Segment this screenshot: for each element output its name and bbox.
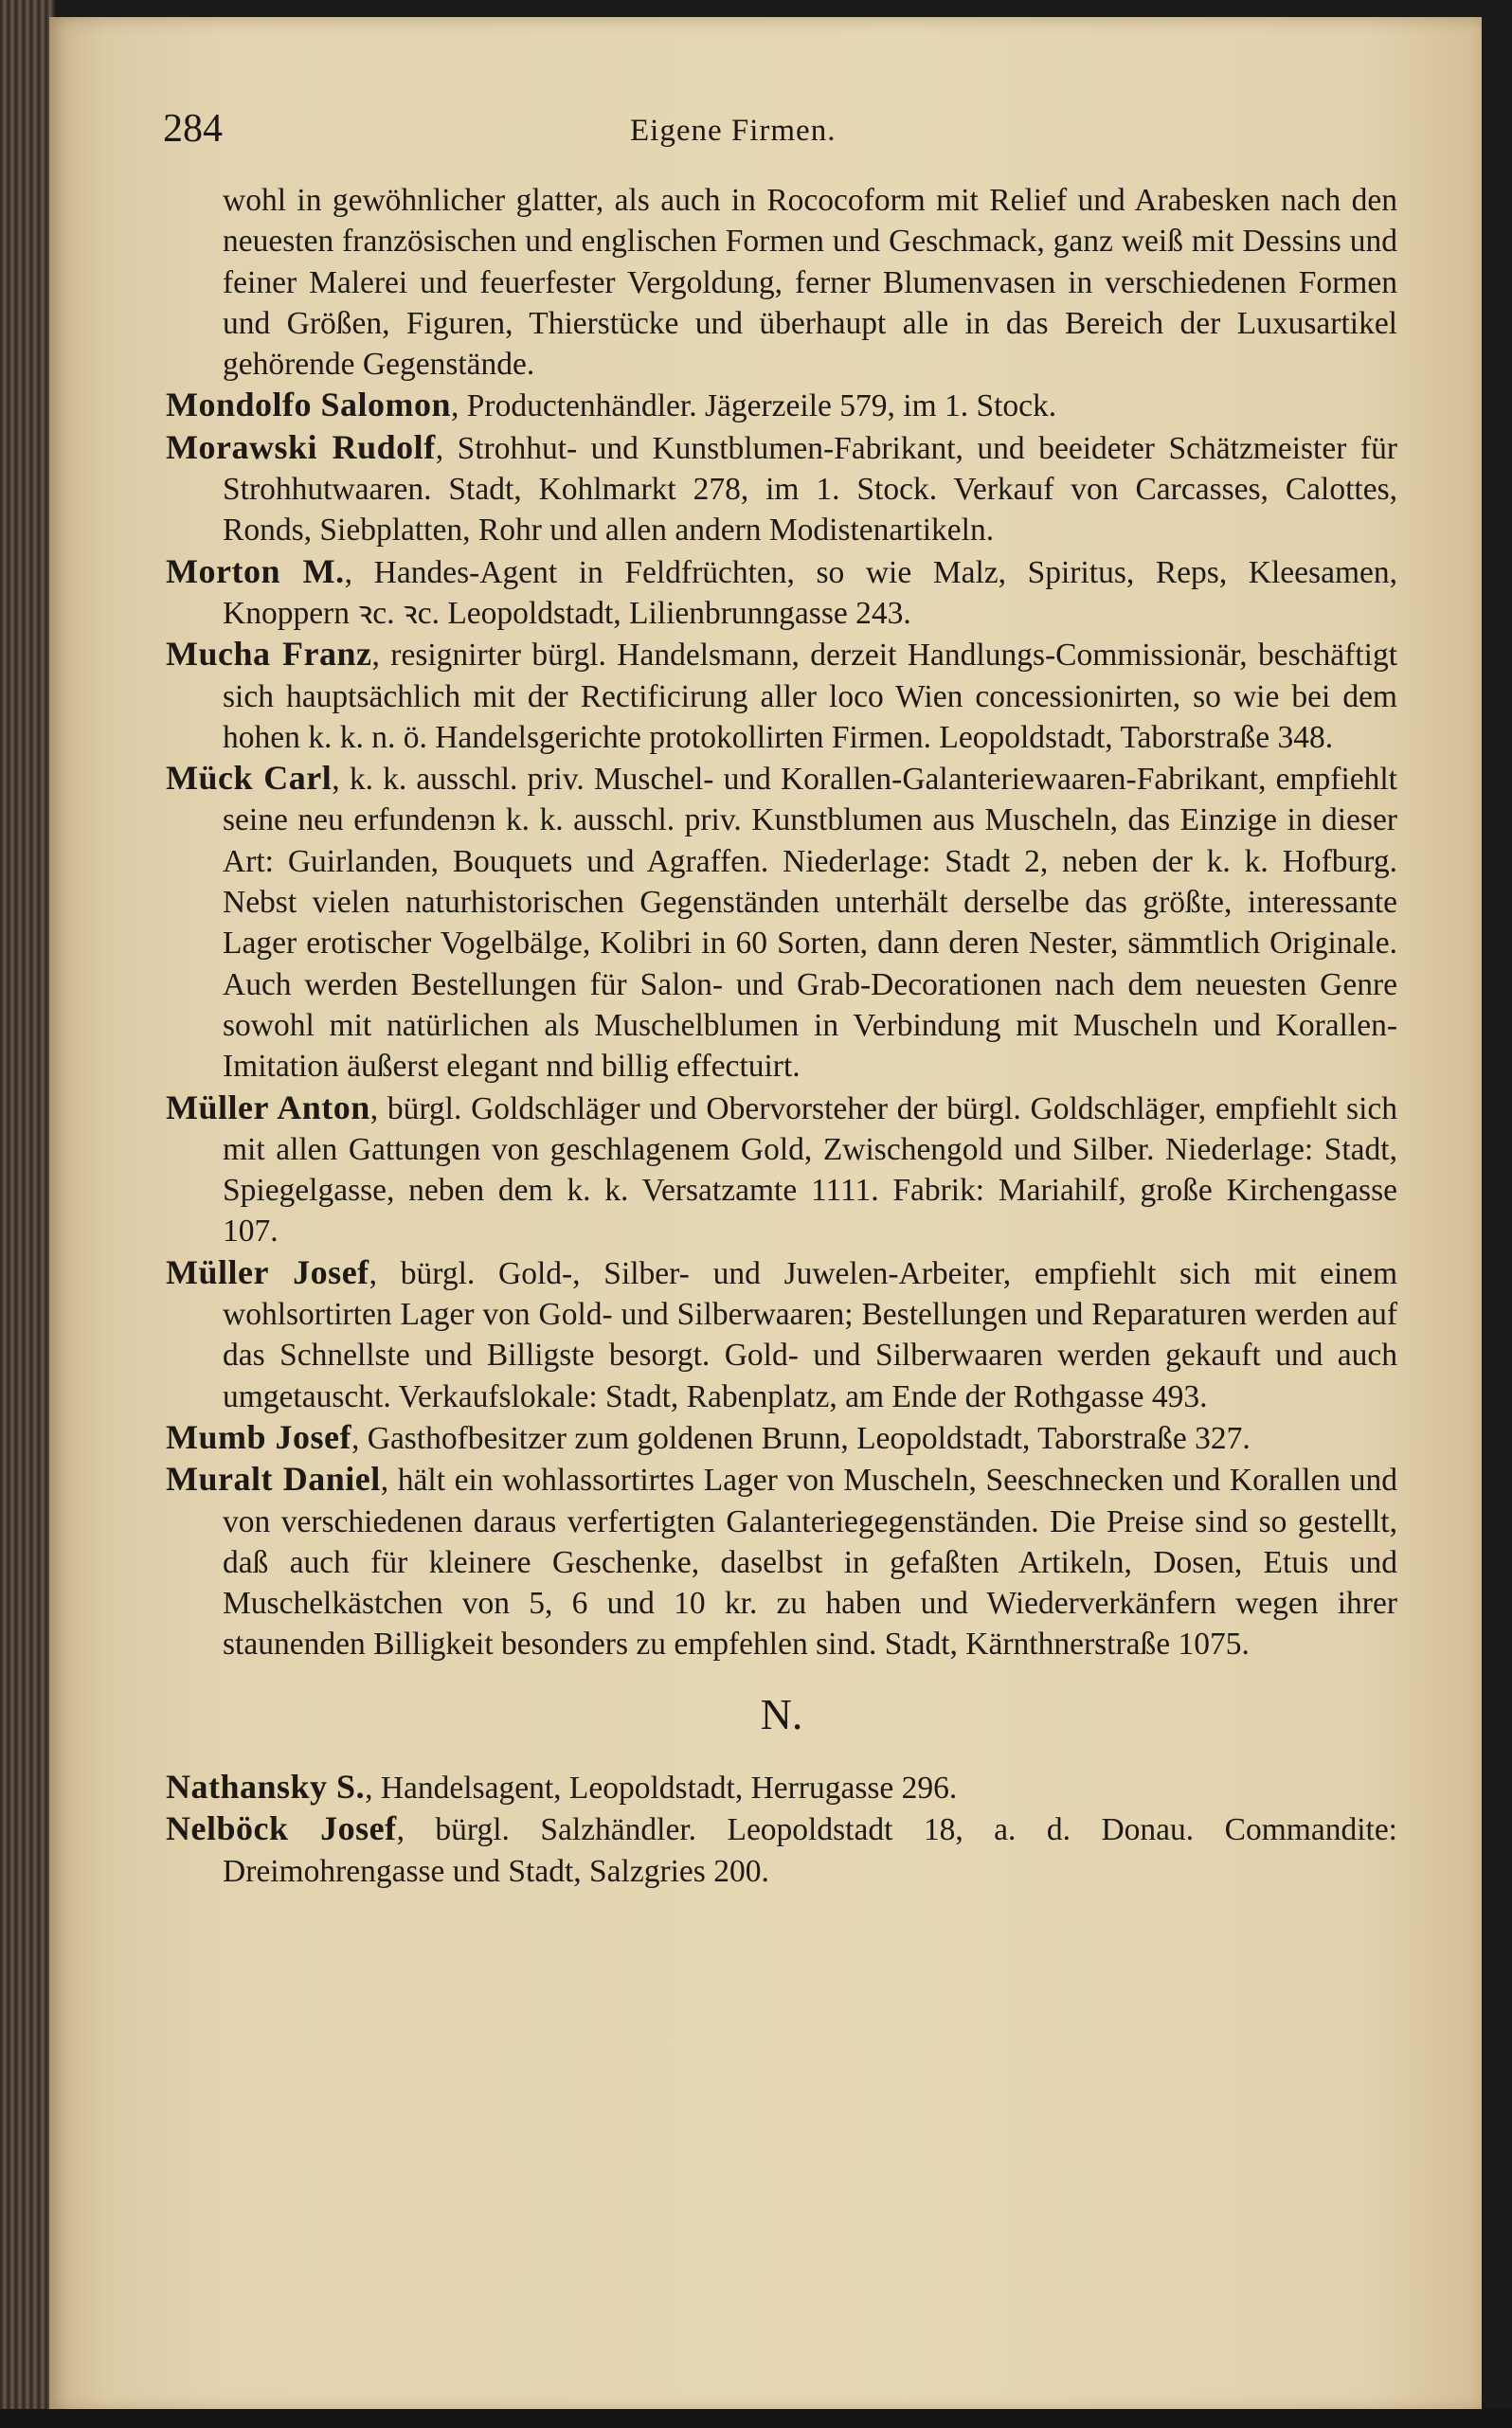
entry-mueller-anton (166, 1088, 1397, 1252)
entry-name: Müller Anton (166, 1088, 370, 1126)
entry-name: Mondolfo Salomon (166, 386, 452, 424)
entry-text: , Productenhändler. Jägerzeile 579, im 1. Stock. (451, 388, 1057, 424)
entry-name: Mumb Josef (166, 1417, 351, 1456)
entry-morton (166, 551, 1397, 635)
entry-text: , resignirter bürgl. Handelsmann, derzeit Handlungs-Commissionär, beschäftigt sich hauptsächlich mit der Rectificirung aller loco Wien concessionirten, so wie bei dem hohen k. k. n. ö. Handelsgerichte protokollirten Firmen. Leopoldstadt, Taborstraße 348. (223, 638, 1397, 755)
entry-text: , bürgl. Goldschläger und Obervorsteher der bürgl. Goldschläger, empfiehlt sich mit allen Gattungen von geschlagenem Gold, Zwischengold und Silber. Niederlage: Stadt, Spiegelgasse, neben dem k. k. Versatzamte 1111. Fabrik: Mariahilf, große Kirchengasse 107. (223, 1090, 1398, 1250)
entry-nelboeck (166, 1808, 1397, 1892)
entry-mondolfo (166, 385, 1397, 426)
page-number: 284 (163, 107, 223, 151)
entry-name: Nathansky S. (166, 1767, 366, 1806)
entry-name: Mück Carl (166, 759, 333, 798)
running-title: Eigene Firmen. (630, 114, 837, 148)
entry-name: Muralt Daniel (166, 1460, 381, 1499)
entry-muralt (166, 1459, 1397, 1664)
entry-text: , Gasthofbesitzer zum goldenen Brunn, Leopoldstadt, Taborstraße 327. (351, 1420, 1251, 1456)
entry-morawski (166, 427, 1397, 551)
entry-text: , bürgl. Gold-, Silber- und Juwelen-Arbeiter, empfiehlt sich mit einem wohlsortirten Lager von Gold- und Silberwaaren; Bestellungen und Reparaturen werden auf das Schnellste und Billigste besorgt. Gold- und Silberwaaren werden gekauft und auch umgetauscht. Verkaufslokale: Stadt, Rabenplatz, am Ende der Rothgasse 493. (223, 1255, 1397, 1414)
entry-name: Mucha Franz (166, 635, 372, 674)
entry-mumb (166, 1417, 1397, 1459)
book-page-edges (0, 0, 55, 2428)
entry-text: , k. k. ausschl. priv. Muschel- und Korallen-Galanteriewaaren-Fabrikant, empfiehlt seine neu erfundenэn k. k. ausschl. priv. Kunstblumen aus Muscheln, das Einzige in dieser Art: Guirlanden, Bouquets und Agraffen. Niederlage: Stadt 2, neben der k. k. Hofburg. Nebst vielen naturhistorischen Gegenständen unterhält derselbe das größte, interessante Lager erotischer Vogelbälge, Kolibri in 60 Sorten, dann deren Nester, sämmtlich Originale. Auch werden Bestellungen für Salon- und Grab-Decorationen nach dem neuesten Genre sowohl mit natürlichen als Muschelblumen in Verbindung mit Muscheln und Korallen-Imitation äußerst elegant nnd billig effectuirt. (223, 762, 1397, 1085)
entry-mucha (166, 634, 1397, 758)
page-content (166, 180, 1397, 1892)
entry-nathansky (166, 1767, 1397, 1808)
entry-text: , hält ein wohlassortirtes Lager von Muscheln, Seeschnecken und Korallen und von verschiedenen daraus verfertigten Galanteriegegenständen. Die Preise sind so gestellt, daß auch für kleinere Geschenke, daselbst in gefaßten Artikeln, Dosen, Etuis und Muschelkästchen von 5, 6 und 10 kr. zu haben und Wiederverkänfern wegen ihrer staunenden Billigkeit besonders zu empfehlen sind. Stadt, Kärnthnerstraße 1075. (223, 1463, 1397, 1663)
entry-text: , Strohhut- und Kunstblumen-Fabrikant, und beeideter Schätzmeister für Strohhutwaaren. Stadt, Kohlmarkt 278, im 1. Stock. Verkauf von Carcasses, Calottes, Ronds, Siebplatten, Rohr und allen andern Modistenartikeln. (223, 430, 1397, 549)
entry-text: , bürgl. Salzhändler. Leopoldstadt 18, a. d. Donau. Commandite: Dreimohrengasse und Stadt, Salzgries 200. (223, 1812, 1397, 1889)
continuation-paragraph: wohl in gewöhnlicher glatter, als auch in Rococoform mit Relief und Arabesken nach den neuesten französischen und englischen Formen und Geschmack, ganz weiß mit Dessins und feiner Malerei und feuerfester Vergoldung, ferner Blumenvasen in verschiedenen Formen und Größen, Figuren, Thierstücke und überhaupt alle in das Bereich der Luxusartikel gehörende Gegenstände. (223, 183, 1397, 383)
section-heading-letter: N. (760, 1689, 803, 1738)
entry-mueller-josef (166, 1252, 1397, 1417)
entry-text: , Handes-Agent in Feldfrüchten, so wie Malz, Spiritus, Reps, Kleesamen, Knoppern ꝛc. ꝛc. Leopoldstadt, Lilienbrunngasse 243. (223, 554, 1397, 631)
entry-mueck (166, 758, 1397, 1087)
page-header (109, 106, 1397, 163)
scan-bottom-edge (0, 2409, 1512, 2428)
entry-name: Morton M. (166, 551, 345, 590)
entry-name: Morawski Rudolf (166, 427, 436, 466)
entry-text: , Handelsagent, Leopoldstadt, Herrugasse 296. (365, 1770, 958, 1806)
entry-name: Müller Josef (166, 1252, 369, 1291)
entry-name: Nelböck Josef (166, 1809, 397, 1848)
